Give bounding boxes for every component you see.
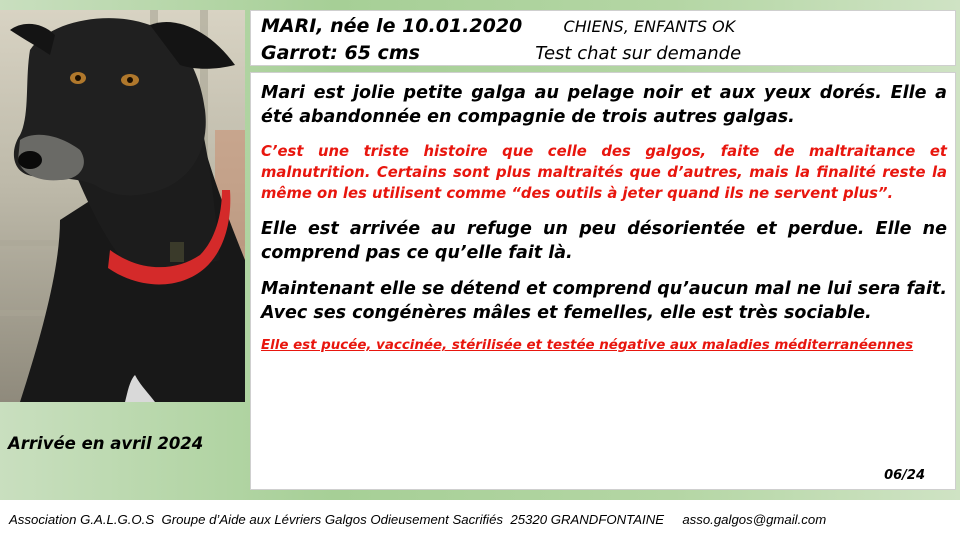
- description-box: [250, 72, 956, 490]
- page-number: 06/24: [884, 468, 925, 483]
- association-contact: Association G.A.L.G.O.S Groupe d’Aide aux Lévriers Galgos Odieusement Sacrifiés 25320 GRANDFONTAINE asso.galgos@gmail.com: [9, 512, 827, 527]
- compatibility-info: CHIENS, ENFANTS OK: [563, 17, 736, 36]
- health-note: Elle est pucée, vaccinée, stérilisée et testée négative aux maladies méditerranéennes: [261, 338, 914, 353]
- dog-name-birthdate: MARI, née le 10.01.2020: [261, 15, 523, 37]
- header-line-2: [261, 40, 945, 67]
- withers-height: Garrot: 65 cms: [261, 42, 420, 64]
- header-box: [250, 10, 956, 66]
- dog-photo: [0, 10, 245, 402]
- description-paragraph-2: Elle est arrivée au refuge un peu désorientée et perdue. Elle ne comprend pas ce qu’elle fait là.: [261, 219, 947, 263]
- header-line-1: [261, 13, 945, 40]
- cat-test-info: Test chat sur demande: [535, 43, 742, 64]
- description-paragraph-1: Mari est jolie petite galga au pelage noir et aux yeux dorés. Elle a été abandonnée en compagnie de trois autres galgas.: [261, 83, 947, 127]
- description-paragraph-3: Maintenant elle se détend et comprend qu’aucun mal ne lui sera fait. Avec ses congénères mâles et femelles, elle est très sociable.: [261, 279, 947, 323]
- galgos-history-paragraph: C’est une triste histoire que celle des galgos, faite de maltraitance et malnutrition. Certains sont plus maltraités que d’autres, mais la finalité reste la même on les utilisent comme “des outils à jeter quand ils ne servent plus”.: [261, 143, 947, 202]
- footer: [0, 500, 960, 540]
- greyhound-dog-icon: [0, 10, 245, 402]
- arrival-date: Arrivée en avril 2024: [8, 434, 204, 453]
